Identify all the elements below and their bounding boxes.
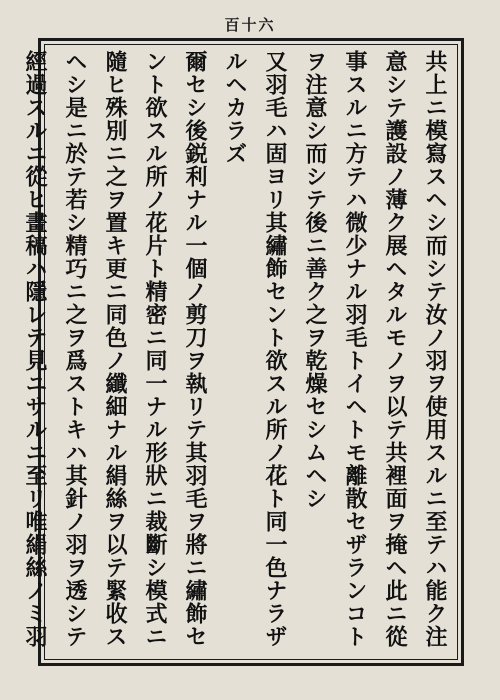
text-line: ヲ注意シ而シテ後ニ善ク之ヲ乾燥セシムヘシ (302, 50, 328, 510)
text-line: 共上ニ模寫スヘシ而シテ汝ノ羽ヲ使用スルニ至テハ能ク注 (422, 50, 448, 648)
text-line: 又羽毛ハ固ヨリ其繡飾セント欲スル所ノ花ト同一色ナラザ (262, 50, 288, 648)
text-line: ルヘカラズ (222, 50, 248, 165)
text-columns (18, 50, 452, 650)
text-line: 經過スルニ從ヒ畫稿ハ隱レテ見ユサルニ至リ唯絹絲ノミ羽 (22, 50, 48, 648)
text-line: 隨ヒ殊別ニ之ヲ置キ更ニ同色ノ纖細ナル絹絲ヲ以テ緊收ス (102, 50, 128, 648)
text-line: ヘシ是ニ於テ若シ精巧ニ之ヲ爲ストキハ其針ノ羽ヲ透シテ (62, 50, 88, 648)
page-number: 百十六 (224, 16, 276, 34)
text-line: 意シテ護設ノ薄ク展ヘタルモノヲ以テ共裡面ヲ掩ヘ此ニ從 (382, 50, 408, 648)
text-line: ント欲スル所ノ花片ト精密ニ同一ナル形狀ニ裁斷シ模式ニ (142, 50, 168, 648)
text-line: 事スルニ方テハ微少ナル羽毛トイヘトモ離散セザランコト (342, 50, 368, 648)
text-line: 爾セシ後鋭利ナル一個ノ剪刀ヲ執リテ其羽毛ヲ將ニ繡飾セ (182, 50, 208, 648)
